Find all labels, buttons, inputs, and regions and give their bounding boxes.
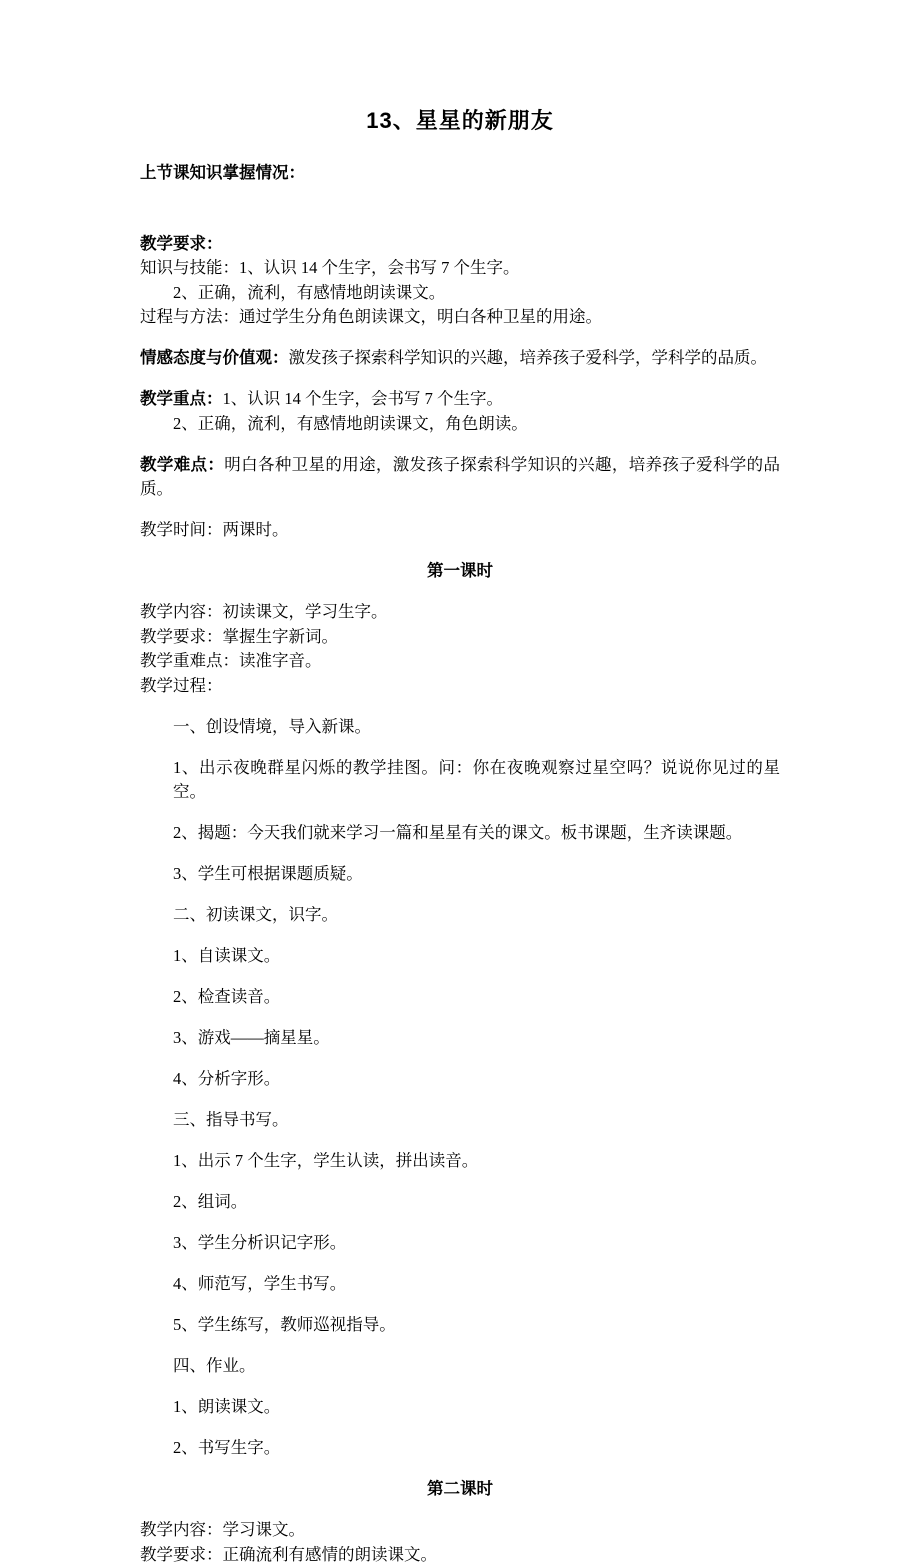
- lesson-one-content-text: 初读课文，学习生字。: [223, 602, 388, 621]
- lesson-one-step: 1、出示 7 个生字，学生认读，拼出读音。: [140, 1149, 780, 1174]
- key-point-item-2-text: 2、正确，流利，有感情地朗读课文，角色朗读。: [173, 414, 528, 433]
- lesson-one-step: 二、初读课文，识字。: [140, 903, 780, 928]
- emotion-line: [140, 346, 780, 371]
- knowledge-skill-label: 知识与技能：: [140, 258, 239, 277]
- lesson-two-content-line: [140, 1518, 780, 1543]
- process-method-text: 通过学生分角色朗读课文，明白各种卫星的用途。: [239, 307, 602, 326]
- lesson-one-process-label: 教学过程：: [140, 674, 780, 699]
- lesson-one-key-difficulty-text: 读准字音。: [239, 651, 322, 670]
- key-point-item-1: 1、认识 14 个生字，会书写 7 个生字。: [223, 389, 504, 408]
- knowledge-skill-item-1: 1、认识 14 个生字，会书写 7 个生字。: [239, 258, 520, 277]
- lesson-one-step: 1、自读课文。: [140, 944, 780, 969]
- lesson-one-requirement-label: 教学要求：: [140, 627, 223, 646]
- knowledge-skill-item-2: [140, 281, 780, 306]
- lesson-one-key-difficulty-line: [140, 649, 780, 674]
- lesson-two-requirement-text: 正确流利有感情的朗读课文。: [223, 1545, 438, 1564]
- lesson-two-content-text: 学习课文。: [223, 1520, 306, 1539]
- lesson-two-requirement-line: [140, 1543, 780, 1567]
- lesson-one-content-line: [140, 600, 780, 625]
- lesson-one-step: 2、检查读音。: [140, 985, 780, 1010]
- difficulty-label: 教学难点：: [140, 455, 224, 474]
- key-point-line: [140, 387, 780, 412]
- blank-answer-space: [140, 186, 780, 232]
- key-point-item-2: [140, 412, 780, 437]
- lesson-one-key-difficulty-label: 教学重难点：: [140, 651, 239, 670]
- lesson-two-content-label: 教学内容：: [140, 1520, 223, 1539]
- lesson-one-step: 四、作业。: [140, 1354, 780, 1379]
- lesson-one-requirement-text: 掌握生字新词。: [223, 627, 339, 646]
- lesson-one-step: 3、学生分析识记字形。: [140, 1231, 780, 1256]
- emotion-label: 情感态度与价值观：: [140, 348, 289, 367]
- teaching-time-label: 教学时间：: [140, 520, 223, 539]
- knowledge-skill-line: [140, 256, 780, 281]
- lesson-one-step: 1、出示夜晚群星闪烁的教学挂图。问：你在夜晚观察过星空吗？说说你见过的星空。: [140, 756, 780, 805]
- difficulty-text: 明白各种卫星的用途，激发孩子探索科学知识的兴趣，培养孩子爱科学的品质。: [140, 455, 780, 499]
- lesson-one-heading: 第一课时: [140, 559, 780, 584]
- lesson-one-step: 2、书写生字。: [140, 1436, 780, 1461]
- lesson-one-step: 2、揭题：今天我们就来学习一篇和星星有关的课文。板书课题，生齐读课题。: [140, 821, 780, 846]
- process-method-label: 过程与方法：: [140, 307, 239, 326]
- lesson-one-step: 1、朗读课文。: [140, 1395, 780, 1420]
- teaching-requirements-label: 教学要求：: [140, 232, 780, 257]
- prev-lesson-label: 上节课知识掌握情况：: [140, 161, 780, 186]
- lesson-one-content-label: 教学内容：: [140, 602, 223, 621]
- teaching-time-line: [140, 518, 780, 543]
- difficulty-line: [140, 453, 780, 502]
- lesson-one-step: 2、组词。: [140, 1190, 780, 1215]
- lesson-one-step: 5、学生练写，教师巡视指导。: [140, 1313, 780, 1338]
- key-point-label: 教学重点：: [140, 389, 223, 408]
- knowledge-skill-item-2-text: 2、正确，流利，有感情地朗读课文。: [173, 283, 445, 302]
- process-method-line: [140, 305, 780, 330]
- lesson-one-step: 3、游戏——摘星星。: [140, 1026, 780, 1051]
- lesson-one-step: 一、创设情境，导入新课。: [140, 715, 780, 740]
- lesson-one-step: 三、指导书写。: [140, 1108, 780, 1133]
- emotion-text: 激发孩子探索科学知识的兴趣，培养孩子爱科学，学科学的品质。: [289, 348, 768, 367]
- teaching-time-text: 两课时。: [223, 520, 289, 539]
- lesson-two-heading: 第二课时: [140, 1477, 780, 1502]
- lesson-one-step: 4、师范写，学生书写。: [140, 1272, 780, 1297]
- lesson-one-step: 3、学生可根据课题质疑。: [140, 862, 780, 887]
- lesson-two-requirement-label: 教学要求：: [140, 1545, 223, 1564]
- lesson-one-step: 4、分析字形。: [140, 1067, 780, 1092]
- lesson-one-requirement-line: [140, 625, 780, 650]
- page-title: 13、星星的新朋友: [140, 104, 780, 135]
